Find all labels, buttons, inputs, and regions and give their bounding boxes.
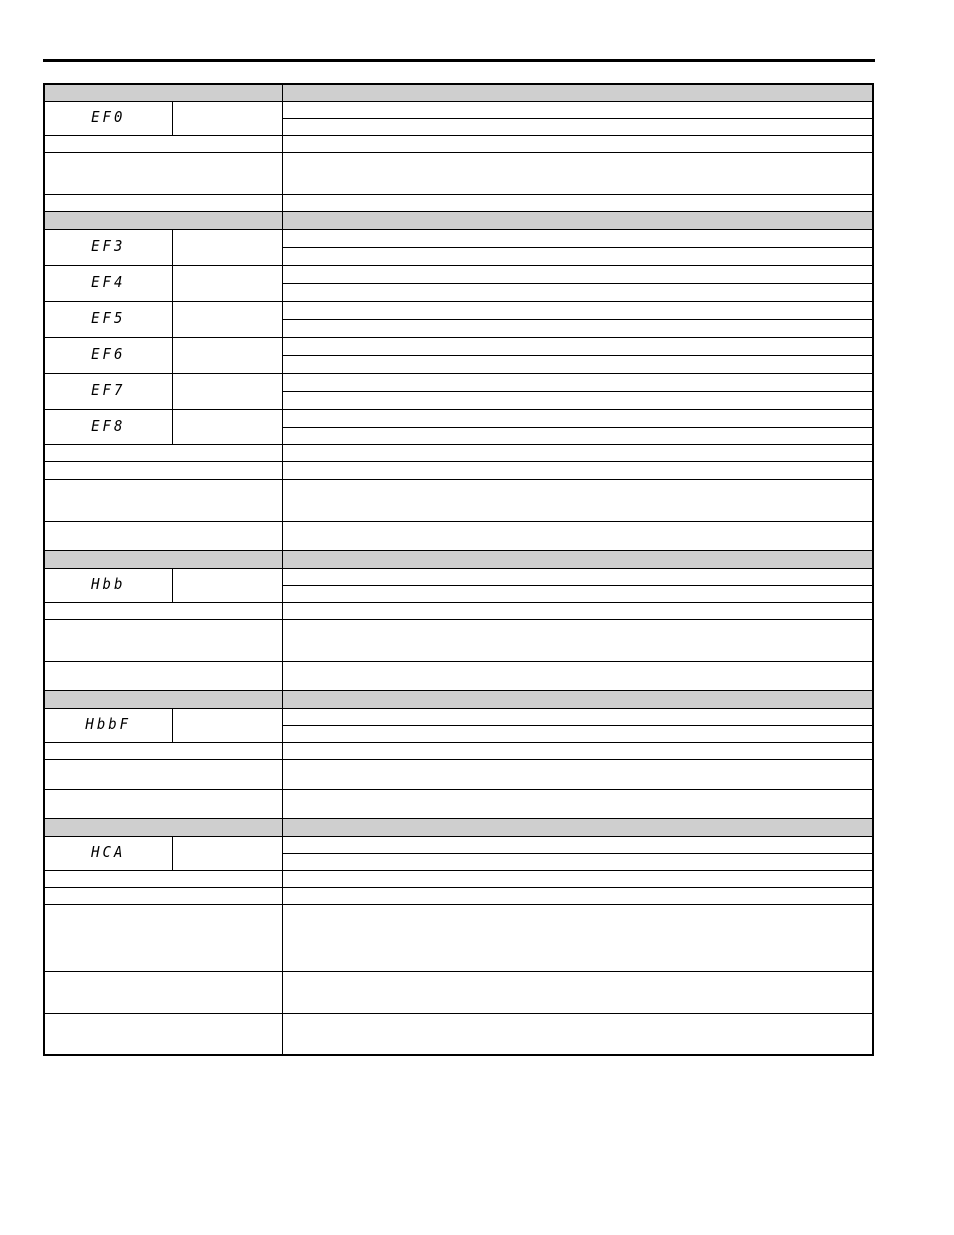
fault-code: EF4 bbox=[91, 274, 126, 292]
fault-code-cell bbox=[44, 836, 172, 870]
section-header bbox=[44, 211, 873, 229]
fault-code-cell bbox=[44, 409, 172, 444]
table-row bbox=[44, 568, 873, 585]
fault-code: HCA bbox=[91, 844, 126, 862]
table-row bbox=[44, 229, 873, 247]
table-row bbox=[44, 742, 873, 759]
fault-code: EF7 bbox=[91, 382, 126, 400]
section-header bbox=[44, 818, 873, 836]
table-row bbox=[44, 337, 873, 355]
table-row bbox=[44, 265, 873, 283]
section-header bbox=[44, 690, 873, 708]
fault-code: EF0 bbox=[91, 109, 126, 127]
fault-code: EF6 bbox=[91, 346, 126, 364]
table-row bbox=[44, 887, 873, 904]
fault-code-cell bbox=[44, 373, 172, 409]
table-row bbox=[44, 602, 873, 619]
table-row bbox=[44, 836, 873, 853]
table-row bbox=[44, 101, 873, 118]
table-row bbox=[44, 759, 873, 789]
fault-code-cell bbox=[44, 568, 172, 602]
table-row bbox=[44, 479, 873, 521]
fault-code-cell bbox=[44, 301, 172, 337]
fault-code-cell bbox=[44, 101, 172, 135]
table-row bbox=[44, 521, 873, 550]
table-row bbox=[44, 301, 873, 319]
table-row bbox=[44, 789, 873, 818]
fault-code-cell bbox=[44, 265, 172, 301]
table-row bbox=[44, 152, 873, 194]
top-rule bbox=[43, 59, 875, 62]
fault-code-cell bbox=[44, 229, 172, 265]
table-row bbox=[44, 904, 873, 971]
table-row bbox=[44, 135, 873, 152]
table-row bbox=[44, 194, 873, 211]
fault-code: EF8 bbox=[91, 418, 126, 435]
table-row bbox=[44, 1013, 873, 1055]
fault-code: Hbb bbox=[91, 576, 126, 594]
fault-code: EF3 bbox=[91, 238, 126, 256]
fault-code: HbbF bbox=[85, 716, 132, 734]
table-row bbox=[44, 444, 873, 461]
fault-code: EF5 bbox=[91, 310, 126, 328]
fault-code-cell bbox=[44, 708, 172, 742]
table-row bbox=[44, 619, 873, 661]
section-header bbox=[44, 84, 873, 101]
fault-table bbox=[43, 83, 874, 1056]
table-row bbox=[44, 708, 873, 725]
table-row bbox=[44, 870, 873, 887]
section-header bbox=[44, 550, 873, 568]
table-row bbox=[44, 971, 873, 1013]
table-row bbox=[44, 661, 873, 690]
table-row bbox=[44, 461, 873, 479]
table-row bbox=[44, 409, 873, 427]
fault-code-cell bbox=[44, 337, 172, 373]
table-row bbox=[44, 373, 873, 391]
